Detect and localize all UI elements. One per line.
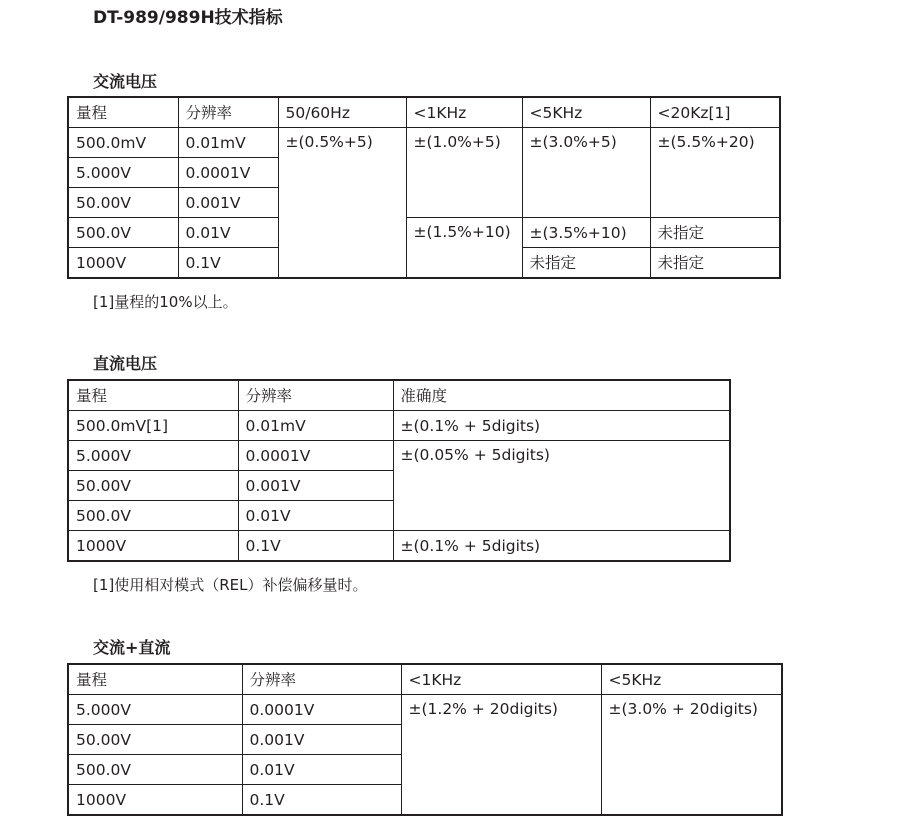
header-cell: <1KHz [406, 97, 522, 128]
table-header-row [68, 97, 780, 128]
range-cell: 1000V [68, 531, 238, 562]
accuracy-cell: ±(5.5%+20) [650, 128, 780, 218]
table-row [68, 441, 730, 471]
header-cell: <5KHz [601, 664, 782, 695]
range-cell: 1000V [68, 785, 242, 816]
accuracy-cell: 未指定 [650, 218, 780, 248]
range-cell: 5.000V [68, 158, 178, 188]
ac-dc-table [67, 663, 783, 816]
range-cell: 5.000V [68, 441, 238, 471]
accuracy-cell: ±(1.0%+5) [406, 128, 522, 218]
resolution-cell: 0.001V [238, 471, 393, 501]
header-cell: 50/60Hz [278, 97, 406, 128]
resolution-cell: 0.01V [242, 755, 401, 785]
accuracy-cell: ±(3.5%+10) [522, 218, 650, 248]
resolution-cell: 0.0001V [178, 158, 278, 188]
ac-voltage-footnote: [1]量程的10%以上。 [93, 293, 238, 311]
accuracy-cell: ±(0.5%+5) [278, 128, 406, 279]
resolution-cell: 0.1V [238, 531, 393, 562]
ac-voltage-title: 交流电压 [93, 72, 158, 91]
resolution-cell: 0.001V [242, 725, 401, 755]
range-cell: 50.00V [68, 725, 242, 755]
resolution-cell: 0.1V [242, 785, 401, 816]
table-header-row [68, 664, 782, 695]
page-title: DT-989/989H技术指标 [93, 8, 283, 28]
range-cell: 1000V [68, 248, 178, 279]
range-cell: 500.0V [68, 755, 242, 785]
accuracy-cell: 未指定 [650, 248, 780, 279]
table-header-row [68, 380, 730, 411]
resolution-cell: 0.01mV [178, 128, 278, 158]
dc-voltage-table [67, 379, 731, 562]
ac-voltage-table [67, 96, 781, 279]
header-cell: 量程 [68, 664, 242, 695]
header-cell: 分辨率 [242, 664, 401, 695]
accuracy-cell: ±(1.2% + 20digits) [401, 695, 601, 816]
header-cell: 分辨率 [178, 97, 278, 128]
table-row [68, 531, 730, 562]
table-row [68, 695, 782, 725]
table-row [68, 128, 780, 158]
range-cell: 500.0mV[1] [68, 411, 238, 441]
header-cell: 准确度 [393, 380, 730, 411]
resolution-cell: 0.1V [178, 248, 278, 279]
table-row [68, 218, 780, 248]
resolution-cell: 0.01V [178, 218, 278, 248]
range-cell: 5.000V [68, 695, 242, 725]
resolution-cell: 0.01V [238, 501, 393, 531]
header-cell: <20Kz[1] [650, 97, 780, 128]
resolution-cell: 0.001V [178, 188, 278, 218]
resolution-cell: 0.01mV [238, 411, 393, 441]
range-cell: 50.00V [68, 471, 238, 501]
table-row [68, 411, 730, 441]
accuracy-cell: ±(3.0% + 20digits) [601, 695, 782, 816]
accuracy-cell: ±(1.5%+10) [406, 218, 522, 279]
header-cell: 分辨率 [238, 380, 393, 411]
header-cell: 量程 [68, 97, 178, 128]
range-cell: 50.00V [68, 188, 178, 218]
accuracy-cell: ±(0.05% + 5digits) [393, 441, 730, 531]
accuracy-cell: ±(0.1% + 5digits) [393, 531, 730, 562]
range-cell: 500.0V [68, 218, 178, 248]
accuracy-cell: 未指定 [522, 248, 650, 279]
accuracy-cell: ±(0.1% + 5digits) [393, 411, 730, 441]
resolution-cell: 0.0001V [242, 695, 401, 725]
header-cell: <5KHz [522, 97, 650, 128]
dc-voltage-title: 直流电压 [93, 354, 158, 373]
header-cell: 量程 [68, 380, 238, 411]
range-cell: 500.0mV [68, 128, 178, 158]
ac-dc-title: 交流+直流 [93, 638, 171, 657]
resolution-cell: 0.0001V [238, 441, 393, 471]
header-cell: <1KHz [401, 664, 601, 695]
range-cell: 500.0V [68, 501, 238, 531]
dc-voltage-footnote: [1]使用相对模式（REL）补偿偏移量时。 [93, 576, 368, 594]
accuracy-cell: ±(3.0%+5) [522, 128, 650, 218]
